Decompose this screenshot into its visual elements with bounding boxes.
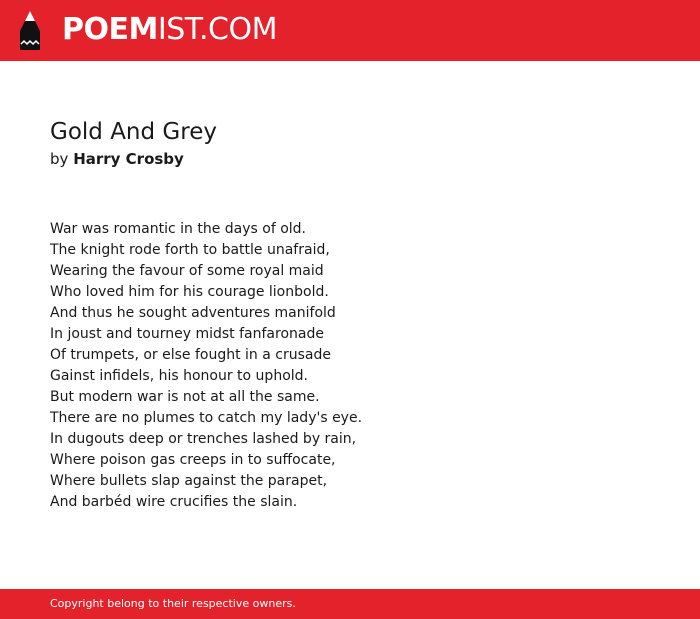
copyright-text: Copyright belong to their respective owners. — [50, 597, 296, 610]
logo-light-text: IST.COM — [157, 12, 277, 47]
poem-line: Gainst infidels, his honour to uphold. — [50, 368, 308, 384]
poem-line: In joust and tourney midst fanfaronade — [50, 326, 324, 342]
poem-body — [50, 219, 650, 513]
logo-bold-text: POEM — [62, 12, 158, 47]
poem-header — [50, 116, 650, 170]
pencil-icon[interactable] — [18, 10, 42, 51]
poem-line: War was romantic in the days of old. — [50, 221, 307, 237]
byline — [50, 148, 650, 170]
site-logo[interactable] — [62, 12, 277, 48]
poem-line: But modern war is not at all the same. — [50, 389, 320, 405]
poem-line: Where poison gas creeps in to suffocate, — [50, 452, 336, 468]
site-footer — [0, 589, 700, 619]
poem-line: Of trumpets, or else fought in a crusade — [50, 347, 331, 363]
poem-line: In dugouts deep or trenches lashed by rain, — [50, 431, 357, 447]
by-label: by — [50, 150, 69, 168]
poem-line: And barbéd wire crucifies the slain. — [50, 494, 298, 510]
poem-line: And thus he sought adventures manifold — [50, 305, 336, 321]
author-name: Harry Crosby — [73, 150, 184, 168]
poem-line: Where bullets slap against the parapet, — [50, 473, 328, 489]
poem-line: Wearing the favour of some royal maid — [50, 263, 324, 279]
site-header — [0, 0, 700, 61]
poem-line: The knight rode forth to battle unafraid, — [50, 242, 330, 258]
poem-line: Who loved him for his courage lionbold. — [50, 284, 329, 300]
poem-line: There are no plumes to catch my lady's eye. — [50, 410, 363, 426]
poem-title: Gold And Grey — [50, 119, 217, 145]
